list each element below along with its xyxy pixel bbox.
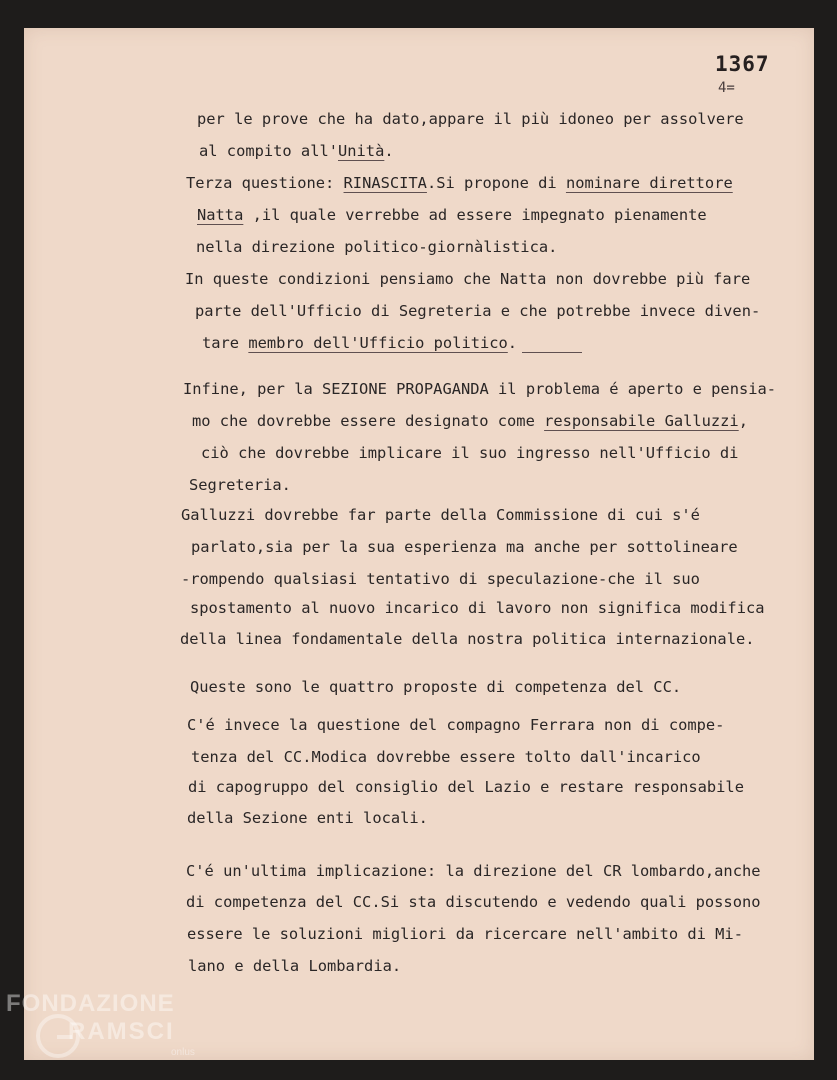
text-line: parte dell'Ufficio di Segreteria e che potrebbe invece diven-	[195, 302, 761, 320]
underline-stroke	[522, 352, 582, 353]
text-line: mo che dovrebbe essere designato come responsabile Galluzzi,	[192, 412, 748, 430]
text-line: tenza del CC.Modica dovrebbe essere tolto dall'incarico	[191, 748, 701, 766]
underlined-text: Natta	[197, 206, 244, 224]
text-line: per le prove che ha dato,appare il più idoneo per assolvere	[197, 110, 744, 128]
underlined-text: membro dell'Ufficio politico	[248, 334, 508, 352]
underlined-text: RINASCITA	[343, 174, 427, 192]
watermark-line-2: RAMSCI	[68, 1018, 175, 1045]
text-line: di capogruppo del consiglio del Lazio e restare responsabile	[188, 778, 744, 796]
text-line: C'é invece la questione del compagno Ferrara non di compe-	[187, 716, 725, 734]
document-page	[24, 28, 814, 1060]
text-line: spostamento al nuovo incarico di lavoro non significa modifica	[190, 599, 765, 617]
text-line: Queste sono le quattro proposte di competenza del CC.	[190, 678, 682, 696]
page-sub-number: 4=	[718, 80, 735, 96]
fondazione-gramsci-watermark	[6, 990, 206, 1075]
text-line: al compito all'Unità.	[199, 142, 394, 160]
text-line: Infine, per la SEZIONE PROPAGANDA il problema é aperto e pensia-	[183, 380, 777, 398]
text-line: nella direzione politico-giornàlistica.	[196, 238, 558, 256]
text-line: In queste condizioni pensiamo che Natta non dovrebbe più fare	[185, 270, 751, 288]
watermark-line-3: onlus	[171, 1047, 195, 1058]
text-line: della Sezione enti locali.	[187, 809, 428, 827]
page-number: 1367	[715, 52, 770, 76]
text-line: ciò che dovrebbe implicare il suo ingresso nell'Ufficio di	[201, 444, 739, 462]
text-line: Natta ,il quale verrebbe ad essere impegnato pienamente	[197, 206, 707, 224]
text-line: lano e della Lombardia.	[188, 957, 402, 975]
text-line: Segreteria.	[189, 476, 291, 494]
underlined-text: responsabile Galluzzi	[544, 412, 739, 430]
text-line: tare membro dell'Ufficio politico.	[202, 334, 518, 352]
text-line: di competenza del CC.Si sta discutendo e vedendo quali possono	[186, 893, 761, 911]
text-line: Galluzzi dovrebbe far parte della Commissione di cui s'é	[181, 506, 700, 524]
text-line: -rompendo qualsiasi tentativo di speculazione-che il suo	[181, 570, 700, 588]
text-line: parlato,sia per la sua esperienza ma anche per sottolineare	[191, 538, 738, 556]
underlined-text: nominare direttore	[565, 174, 733, 192]
text-line: C'é un'ultima implicazione: la direzione del CR lombardo,anche	[186, 862, 761, 880]
underlined-text: Unità	[338, 142, 385, 160]
text-line: della linea fondamentale della nostra politica internazionale.	[180, 630, 755, 648]
text-line: Terza questione: RINASCITA.Si propone di nominare direttore	[186, 174, 733, 192]
watermark-line-1: FONDAZIONE	[6, 990, 175, 1017]
text-line: essere le soluzioni migliori da ricercare nell'ambito di Mi-	[187, 925, 743, 943]
